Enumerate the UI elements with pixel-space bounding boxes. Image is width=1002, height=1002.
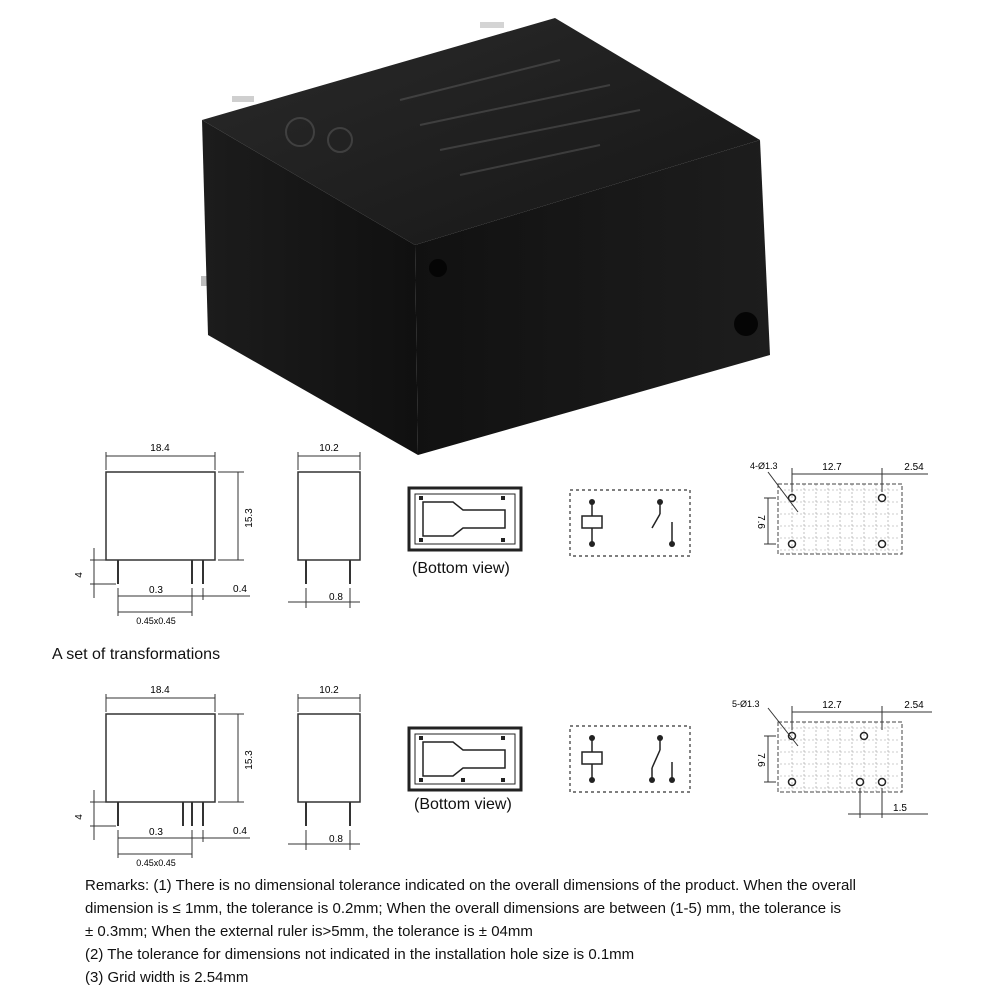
relay-photo (0, 0, 1002, 460)
side-view-drawing-top (280, 438, 390, 618)
front-view-drawing-bottom (60, 680, 300, 870)
dim-pin-thick: 0.3 (149, 827, 163, 838)
remarks-line: (3) Grid width is 2.54mm (85, 969, 249, 986)
pin-photo (232, 96, 254, 102)
pin-photo (480, 22, 504, 28)
dim-width: 18.4 (150, 443, 170, 454)
dim-width: 18.4 (150, 685, 170, 696)
bottom-view-drawing-bottom (405, 724, 525, 796)
bottom-view-drawing-top (405, 484, 525, 556)
pcb-layout-drawing-top (728, 452, 938, 572)
dim-pin-thick: 0.3 (149, 585, 163, 596)
dim-holes: 4-Ø1.3 (750, 461, 778, 471)
dim-pin-length: 4 (74, 814, 85, 820)
dimple-photo (429, 259, 447, 277)
remarks-block (85, 874, 985, 989)
dim-pitch-b: 2.54 (904, 700, 924, 711)
dim-pitch-v: 7.6 (755, 515, 766, 529)
dim-side-pin: 0.8 (329, 592, 343, 603)
dim-depth: 10.2 (319, 685, 339, 696)
dim-pitch-a: 12.7 (822, 462, 842, 473)
dim-pin-gap: 0.4 (233, 584, 247, 595)
dim-pin-length: 4 (74, 572, 85, 578)
dim-pitch-extra: 1.5 (893, 803, 907, 814)
circuit-drawing-top (568, 488, 693, 560)
dim-pitch-v: 7.6 (755, 753, 766, 767)
dim-side-pin: 0.8 (329, 834, 343, 845)
pcb-layout-drawing-bottom (728, 690, 942, 822)
side-view-drawing-bottom (280, 680, 390, 860)
remarks-line: ± 0.3mm; When the external ruler is>5mm, the tolerance is ± 04mm (85, 923, 533, 940)
remarks-line: Remarks: (1) There is no dimensional tolerance indicated on the overall dimensions of the product. When the overall (85, 877, 856, 894)
dim-pin-section: 0.45x0.45 (136, 616, 176, 626)
remarks-line: (2) The tolerance for dimensions not indicated in the installation hole size is 0.1mm (85, 946, 635, 963)
dim-pin-gap: 0.4 (233, 826, 247, 837)
remarks-line: dimension is ≤ 1mm, the tolerance is 0.2mm; When the overall dimensions are between (1-5) mm, the tolerance is (85, 900, 842, 917)
dim-holes: 5-Ø1.3 (732, 699, 760, 709)
bottom-view-caption: (Bottom view) (412, 560, 510, 577)
dim-height: 15.3 (244, 750, 255, 770)
dim-pitch-b: 2.54 (904, 462, 924, 473)
dim-depth: 10.2 (319, 443, 339, 454)
dim-height: 15.3 (244, 508, 255, 528)
dimple-photo (734, 312, 758, 336)
bottom-view-caption: (Bottom view) (414, 796, 512, 813)
dim-pin-section: 0.45x0.45 (136, 858, 176, 868)
dim-pitch-a: 12.7 (822, 700, 842, 711)
front-view-drawing-top (60, 438, 300, 628)
circuit-drawing-bottom (568, 724, 693, 796)
section-heading: A set of transformations (52, 646, 221, 663)
